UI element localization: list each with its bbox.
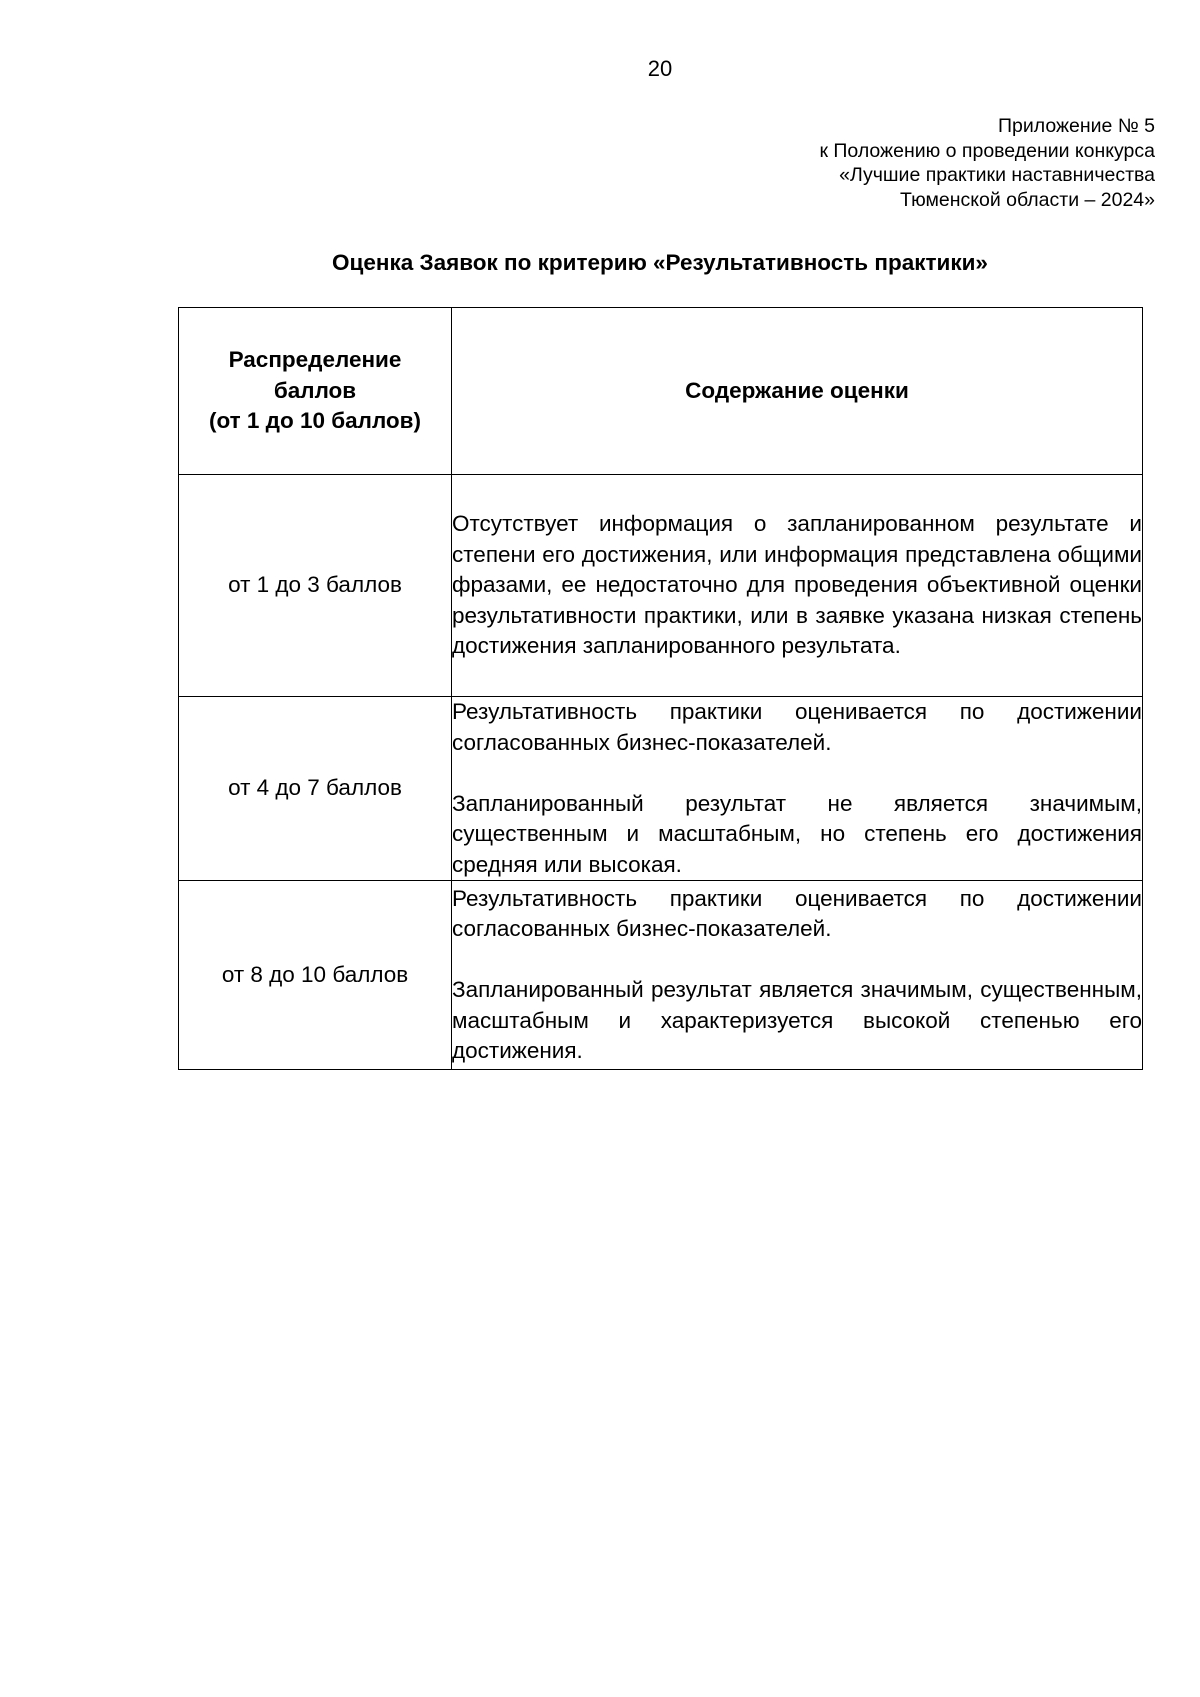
description-cell <box>452 881 1143 1070</box>
table-row <box>179 881 1143 1070</box>
table-row <box>179 475 1143 697</box>
description-paragraph: Запланированный результат не является значимым, существенным и масштабным, но степень его достижения средняя или высокая. <box>452 790 1142 877</box>
table-header-row <box>179 308 1143 475</box>
description-cell <box>452 475 1143 697</box>
evaluation-table <box>178 307 1143 1070</box>
description-paragraph: Результативность практики оценивается по достижении согласованных бизнес-показателей. <box>452 885 1142 941</box>
appendix-line: Приложение № 5 <box>998 115 1155 137</box>
description-cell <box>452 697 1143 881</box>
appendix-line: к Положению о проведении конкурса <box>819 139 1155 162</box>
points-cell: от 1 до 3 баллов <box>179 475 452 697</box>
header-points-distribution <box>179 308 452 475</box>
appendix-reference <box>555 114 1155 212</box>
description-paragraph: Результативность практики оценивается по достижении согласованных бизнес-показателей. <box>452 699 1142 755</box>
description-paragraph: Запланированный результат является значимым, существенным, масштабным и характеризуется высокой степенью его достижения. <box>452 977 1142 1063</box>
points-cell: от 4 до 7 баллов <box>179 697 452 881</box>
appendix-line: Тюменской области – 2024» <box>900 188 1155 211</box>
header-line: Распределение <box>228 347 402 373</box>
header-evaluation-content: Содержание оценки <box>452 308 1143 475</box>
page-number: 20 <box>647 56 673 81</box>
description-paragraph: Отсутствует информация о запланированном результате и степени его достижения, или информация представлена общими фразами, ее недостаточно для проведения объективной оценки результативности практики, или в заявке указана низкая степень достижения запланированного результата. <box>452 511 1142 659</box>
header-line: (от 1 до 10 баллов) <box>208 408 422 434</box>
header-line: баллов <box>273 377 357 403</box>
document-title: Оценка Заявок по критерию «Результативность практики» <box>332 250 988 275</box>
points-cell: от 8 до 10 баллов <box>179 881 452 1070</box>
table-row <box>179 697 1143 881</box>
appendix-line: «Лучшие практики наставничества <box>839 164 1155 186</box>
